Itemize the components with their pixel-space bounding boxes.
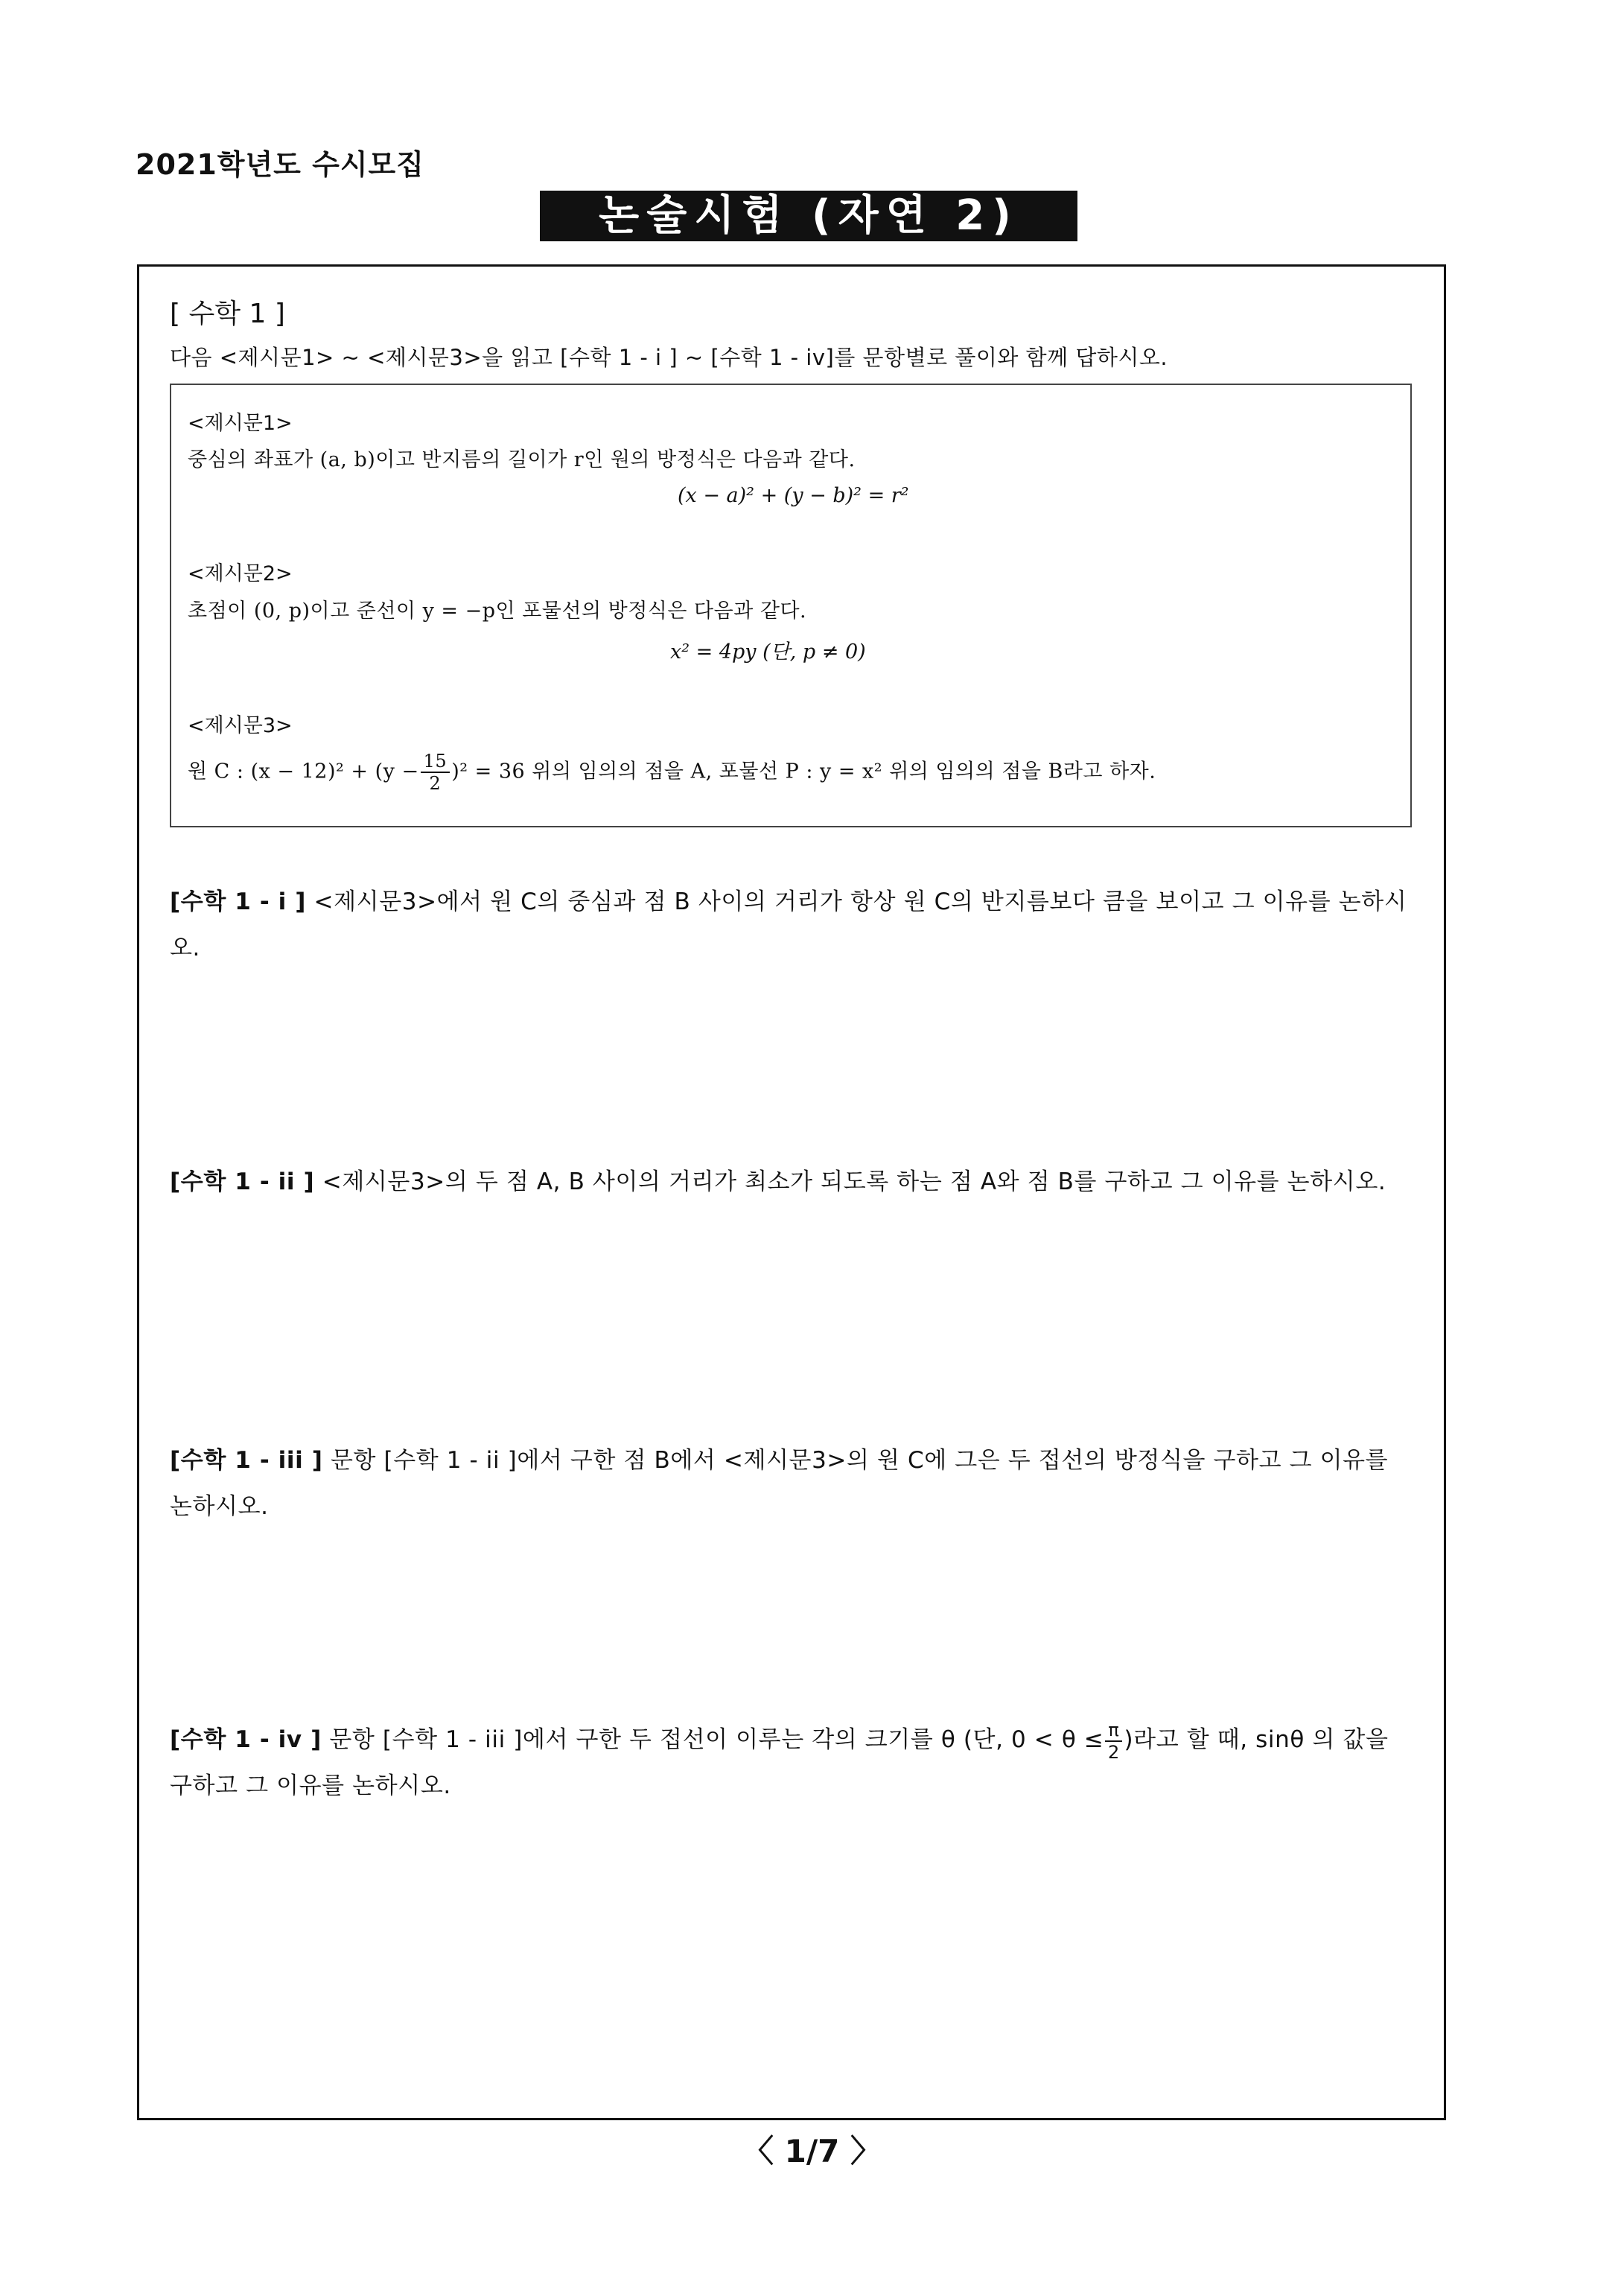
question-1-i-text: <제시문3>에서 원 C의 중심과 점 B 사이의 거리가 항상 원 C의 반지름보다 큼을 보이고 그 이유를 논하시오. — [170, 888, 1407, 961]
question-1-iii-text: 문항 [수학 1 - ii ]에서 구한 점 B에서 <제시문3>의 원 C에 그은 두 접선의 방정식을 구하고 그 이유를 논하시오. — [170, 1447, 1389, 1520]
question-1-iii — [170, 1437, 1413, 1530]
question-1-iv-label: [수학 1 - iv ] — [170, 1726, 322, 1753]
page-number: 〈 1/7 〉 — [742, 2133, 882, 2169]
section-label: [ 수학 1 ] — [170, 299, 285, 329]
fraction-denominator: 2 — [429, 773, 442, 794]
passage-1-label: <제시문1> — [188, 412, 293, 435]
question-1-i-label: [수학 1 - i ] — [170, 888, 307, 915]
question-1-i — [170, 879, 1413, 971]
exam-title: 논술시험 (자연 2) — [540, 191, 1077, 241]
passage-2-equation: x² = 4py (단, p ≠ 0) — [670, 640, 866, 664]
passage-2-text: 초점이 (0, p)이고 준선이 y = −p인 포물선의 방정식은 다음과 같다. — [188, 600, 807, 623]
question-1-iv — [170, 1717, 1413, 1809]
fraction-denominator: 2 — [1108, 1741, 1120, 1763]
fraction-numerator: 15 — [421, 752, 450, 773]
passage-1-equation: (x − a)² + (y − b)² = r² — [678, 484, 909, 507]
section-instruction: 다음 <제시문1> ~ <제시문3>을 읽고 [수학 1 - i ] ~ [수학 1 - iv]를 문항별로 풀이와 함께 답하시오. — [170, 345, 1168, 370]
fraction-pi-over-2 — [1105, 1721, 1122, 1761]
passage-2-label: <제시문2> — [188, 562, 293, 585]
passage-3-label: <제시문3> — [188, 714, 293, 737]
passage-3-text — [188, 752, 1156, 792]
exam-year-header: 2021학년도 수시모집 — [136, 148, 424, 181]
question-1-ii — [170, 1159, 1413, 1205]
question-1-iv-text-before: 문항 [수학 1 - iii ]에서 구한 두 접선이 이루는 각의 크기를 θ (단, 0 < θ ≤ — [329, 1726, 1104, 1753]
passage-3-text-before: 원 C : (x − 12)² + (y − — [188, 760, 419, 783]
question-1-ii-label: [수학 1 - ii ] — [170, 1168, 315, 1195]
passage-3-text-after: )² = 36 위의 임의의 점을 A, 포물선 P : y = x² 위의 임의의 점을 B라고 하자. — [451, 760, 1156, 783]
question-1-iii-label: [수학 1 - iii ] — [170, 1447, 323, 1474]
fraction-numerator: π — [1105, 1721, 1122, 1742]
fraction-15-over-2 — [421, 752, 450, 792]
question-1-ii-text: <제시문3>의 두 점 A, B 사이의 거리가 최소가 되도록 하는 점 A와 점 B를 구하고 그 이유를 논하시오. — [322, 1168, 1386, 1195]
question-1-iv-text-after: )라고 할 때, sinθ 의 값을 구하고 그 이유를 논하시오. — [170, 1726, 1389, 1799]
passage-1-text: 중심의 좌표가 (a, b)이고 반지름의 길이가 r인 원의 방정식은 다음과 같다. — [188, 448, 856, 471]
